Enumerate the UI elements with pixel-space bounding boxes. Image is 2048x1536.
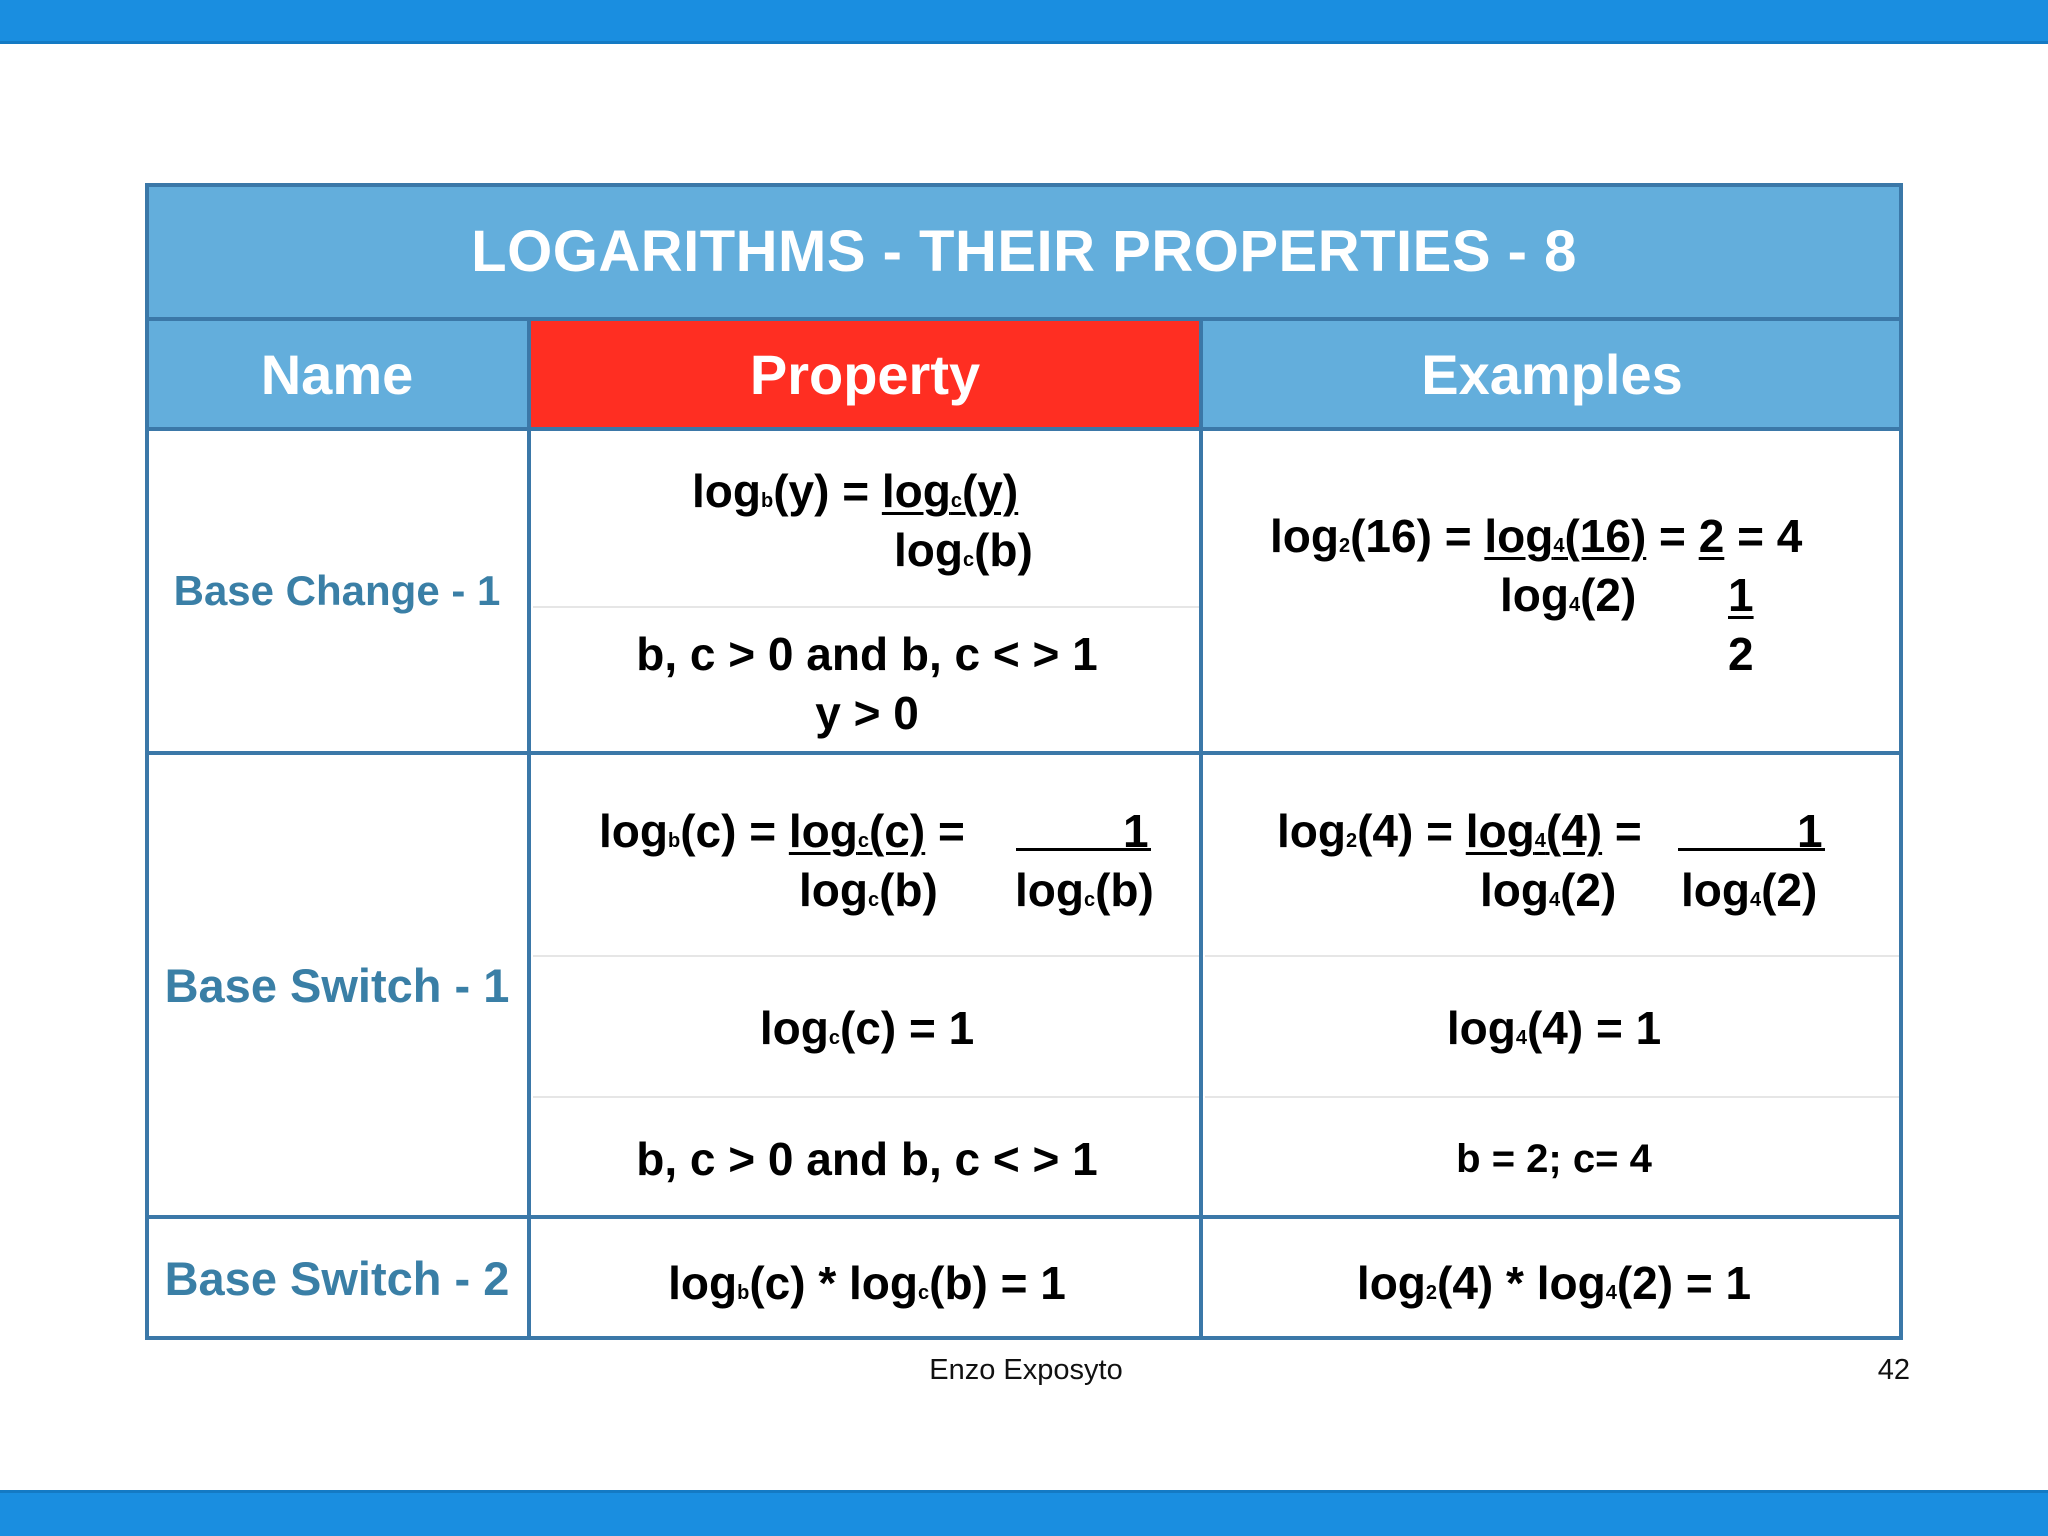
base-switch-property-line1: logb(c) = logc(c) =	[599, 805, 965, 857]
base-switch-property-den: logc(b)	[799, 864, 938, 916]
base-change-property-line2: logc(b)	[894, 524, 1033, 576]
grid-line	[527, 319, 531, 1340]
base-switch-2-property: logb(c) * logc(b) = 1	[668, 1257, 1066, 1309]
header-examples: Examples	[1201, 319, 1903, 429]
base-switch-condition: b, c > 0 and b, c < > 1	[636, 1133, 1098, 1185]
base-switch-example-den: log4(2)	[1480, 864, 1617, 916]
row-divider	[533, 955, 1201, 957]
base-switch-property-identity: logc(c) = 1	[759, 1002, 975, 1054]
name-base-switch-2: Base Switch - 2	[164, 1252, 510, 1305]
base-switch-example-identity: log4(4) = 1	[1446, 1002, 1662, 1054]
grid-line	[145, 183, 1903, 187]
row-divider	[1205, 1096, 1903, 1098]
top-bar	[0, 0, 2048, 44]
grid-line	[145, 1336, 1903, 1340]
row-divider	[533, 1096, 1201, 1098]
base-switch-2-example: log2(4) * log4(2) = 1	[1356, 1257, 1752, 1309]
grid-line	[145, 183, 149, 1340]
base-change-example-line1: log2(16) = log4(16) = 2 = 4	[1270, 510, 1803, 562]
base-switch-property-den2: logc(b)	[1015, 864, 1154, 916]
base-change-property-line1: logb(y) = logc(y)	[692, 465, 1019, 517]
base-change-example-inner-den: 2	[1728, 628, 1754, 680]
base-change-example-inner-num: 1	[1728, 569, 1754, 621]
grid-line	[1199, 319, 1203, 1340]
grid-line	[145, 427, 1903, 431]
base-change-condition-2: y > 0	[815, 687, 919, 739]
base-change-condition-1: b, c > 0 and b, c < > 1	[636, 628, 1098, 680]
base-switch-property-one: 1	[1123, 805, 1149, 857]
base-switch-example-values: b = 2; c= 4	[1456, 1137, 1652, 1181]
properties-table	[145, 183, 1903, 1340]
header-name: Name	[145, 319, 529, 429]
page-number: 42	[1877, 1354, 1910, 1386]
base-change-example-line2: log4(2)	[1500, 569, 1637, 621]
row-divider	[533, 606, 1201, 608]
name-base-change-1: Base Change - 1	[173, 567, 501, 614]
footer-author: Enzo Exposyto	[929, 1354, 1123, 1386]
header-property: Property	[529, 319, 1201, 429]
table-title: LOGARITHMS - THEIR PROPERTIES - 8	[145, 183, 1903, 319]
grid-line	[145, 751, 1903, 755]
grid-line	[145, 1215, 1903, 1219]
base-switch-example-one: 1	[1797, 805, 1823, 857]
base-switch-example-line1: log2(4) = log4(4) =	[1277, 805, 1642, 857]
grid-line	[1899, 183, 1903, 1340]
base-switch-example-den2: log4(2)	[1681, 864, 1818, 916]
row-divider	[1205, 955, 1903, 957]
bottom-bar	[0, 1490, 2048, 1536]
grid-line	[145, 317, 1903, 321]
name-base-switch-1: Base Switch - 1	[164, 958, 510, 1012]
